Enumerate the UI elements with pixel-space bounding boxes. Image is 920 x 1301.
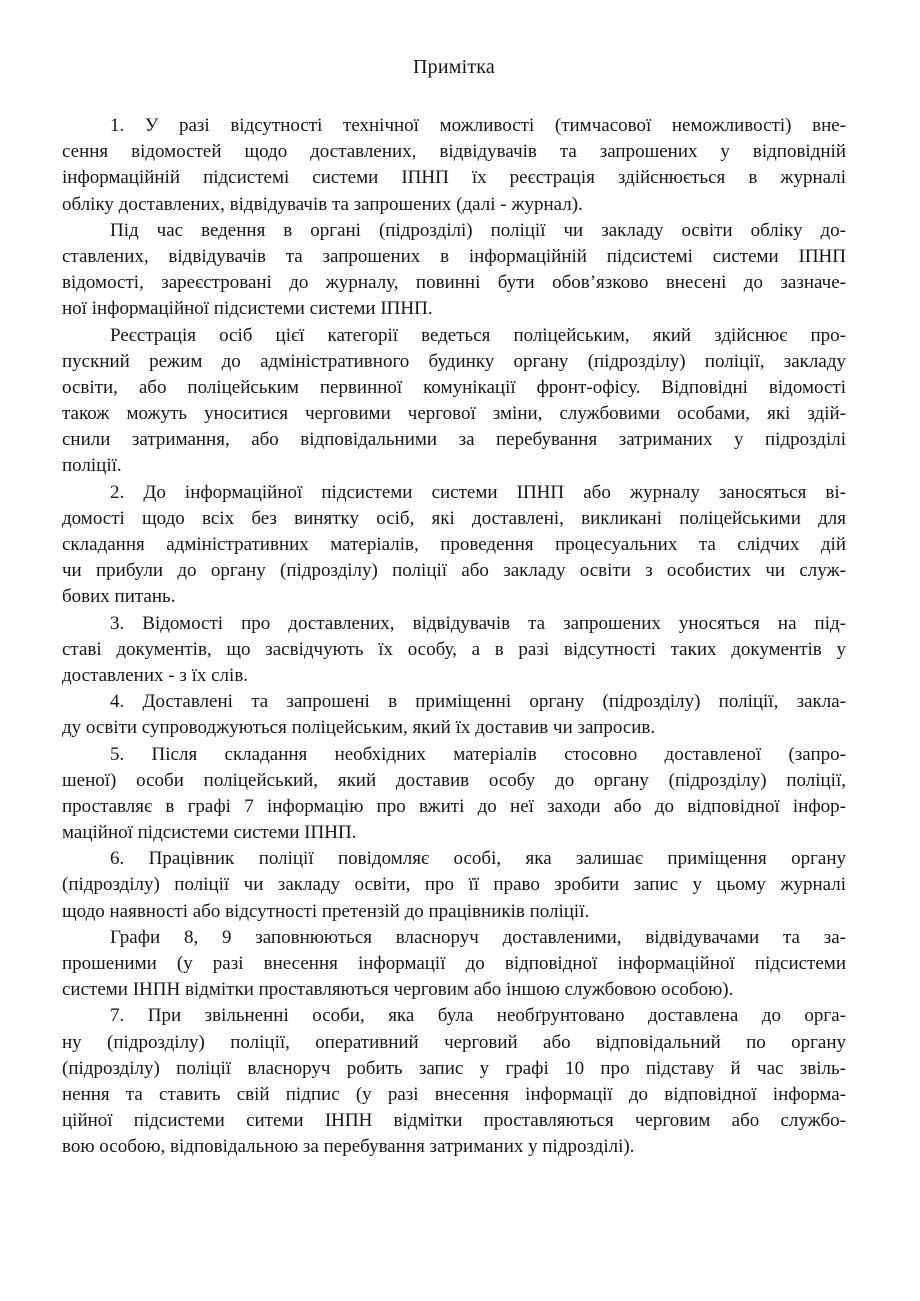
- paragraph-note-1-cont-1: [62, 218, 846, 323]
- text-line: обліку доставлених, відвідувачів та запрошених (далі - журнал).: [62, 193, 583, 215]
- text-line: інформаційній підсистемі системи ІПНП їх реєстрація здійснюється в журналі: [62, 167, 846, 189]
- paragraph-note-7: [62, 1003, 846, 1160]
- text-line: ційної підсистеми ситеми ІНПН відмітки проставляються черговим або службо-: [62, 1110, 846, 1132]
- text-line: 7. При звільненні особи, яка була необґрунтовано доставлена до орга-: [110, 1005, 846, 1027]
- paragraph-note-4: [62, 689, 846, 741]
- text-line: щодо наявності або відсутності претензій до працівників поліції.: [62, 900, 590, 922]
- text-line: (підрозділу) поліції власноруч робить запис у графі 10 про підставу й час звіль-: [62, 1057, 846, 1079]
- text-line: освіти, або поліцейським первинної комунікації фронт-офісу. Відповідні відомості: [62, 376, 846, 398]
- text-line: ставі документів, що засвідчують їх особу, а в разі відсутності таких документів у: [62, 638, 846, 660]
- text-line: ду освіти супроводжуються поліцейським, який їх доставив чи запросив.: [62, 717, 656, 739]
- text-line: також можуть уноситися черговими чергової зміни, службовими особами, які здій-: [62, 403, 846, 425]
- text-line: (підрозділу) поліції чи закладу освіти, про її право зробити запис у цьому журналі: [62, 874, 846, 896]
- text-line: Реєстрація осіб цієї категорії ведеться поліцейським, який здійснює про-: [110, 324, 846, 346]
- text-line: снили затримання, або відповідальними за перебування затриманих у підрозділі: [62, 429, 846, 451]
- text-line: бових питань.: [62, 586, 176, 608]
- text-line: 4. Доставлені та запрошені в приміщенні органу (підрозділу) поліції, закла-: [110, 691, 846, 713]
- text-line: поліції.: [62, 455, 122, 477]
- paragraph-note-6-cont-1: [62, 925, 846, 1004]
- paragraph-note-3: [62, 611, 846, 690]
- text-line: 5. Після складання необхідних матеріалів стосовно доставленої (запро-: [110, 743, 846, 765]
- text-line: маційної підсистеми системи ІПНП.: [62, 822, 357, 844]
- document-body: [62, 113, 846, 1161]
- page-title: Примітка: [413, 56, 495, 78]
- text-line: 6. Працівник поліції повідомляє особі, яка залишає приміщення органу: [110, 848, 846, 870]
- text-line: 1. У разі відсутності технічної можливості (тимчасової неможливості) вне-: [110, 115, 846, 136]
- text-line: шеної) особи поліцейський, який доставив особу до органу (підрозділу) поліції,: [62, 769, 846, 791]
- text-line: домості щодо всіх без винятку осіб, які доставлені, викликані поліцейськими для: [62, 507, 846, 529]
- text-line: чи прибули до органу (підрозділу) поліції або закладу освіти з особистих чи служ-: [62, 560, 846, 582]
- text-line: вою особою, відповідальною за перебування затриманих у підрозділі).: [62, 1136, 635, 1158]
- text-line: ної інформаційної підсистеми системи ІПНП.: [62, 298, 433, 320]
- text-line: системи ІНПН відмітки проставляються черговим або іншою службовою особою).: [62, 979, 734, 1001]
- text-line: нення та ставить свій підпис (у разі внесення інформації до відповідної інформа-: [62, 1083, 846, 1105]
- text-line: 2. До інформаційної підсистеми системи ІПНП або журналу заносяться ві-: [110, 481, 846, 503]
- text-line: складання адміністративних матеріалів, проведення процесуальних та слідчих дій: [62, 534, 846, 555]
- text-line: ну (підрозділу) поліції, оперативний черговий або відповідальний по органу: [62, 1031, 846, 1053]
- paragraph-note-1: [62, 113, 846, 218]
- paragraph-note-6: [62, 846, 846, 925]
- text-line: доставлених - з їх слів.: [62, 664, 249, 686]
- paragraph-note-2: [62, 480, 846, 611]
- text-line: прошеними (у разі внесення інформації до відповідної інформаційної підсистеми: [62, 953, 846, 974]
- paragraph-note-1-cont-2: [62, 323, 846, 480]
- text-line: пускний режим до адміністративного будинку органу (підрозділу) поліції, закладу: [62, 350, 846, 372]
- text-line: сення відомостей щодо доставлених, відвідувачів та запрошених у відповідній: [62, 141, 846, 163]
- text-line: відомості, зареєстровані до журналу, повинні бути обов’язково внесені до зазначе-: [62, 272, 846, 294]
- text-line: 3. Відомості про доставлених, відвідувачів та запрошених уносяться на під-: [110, 612, 846, 634]
- text-line: ставлених, відвідувачів та запрошених в інформаційній підсистемі системи ІПНП: [62, 245, 846, 267]
- text-line: проставляє в графі 7 інформацію про вжиті до неї заходи або до відповідної інфор-: [62, 795, 846, 817]
- paragraph-note-5: [62, 742, 846, 847]
- text-line: Під час ведення в органі (підрозділі) поліції чи закладу освіти обліку до-: [110, 219, 846, 241]
- text-line: Графи 8, 9 заповнюються власноруч доставленими, відвідувачами та за-: [110, 926, 846, 948]
